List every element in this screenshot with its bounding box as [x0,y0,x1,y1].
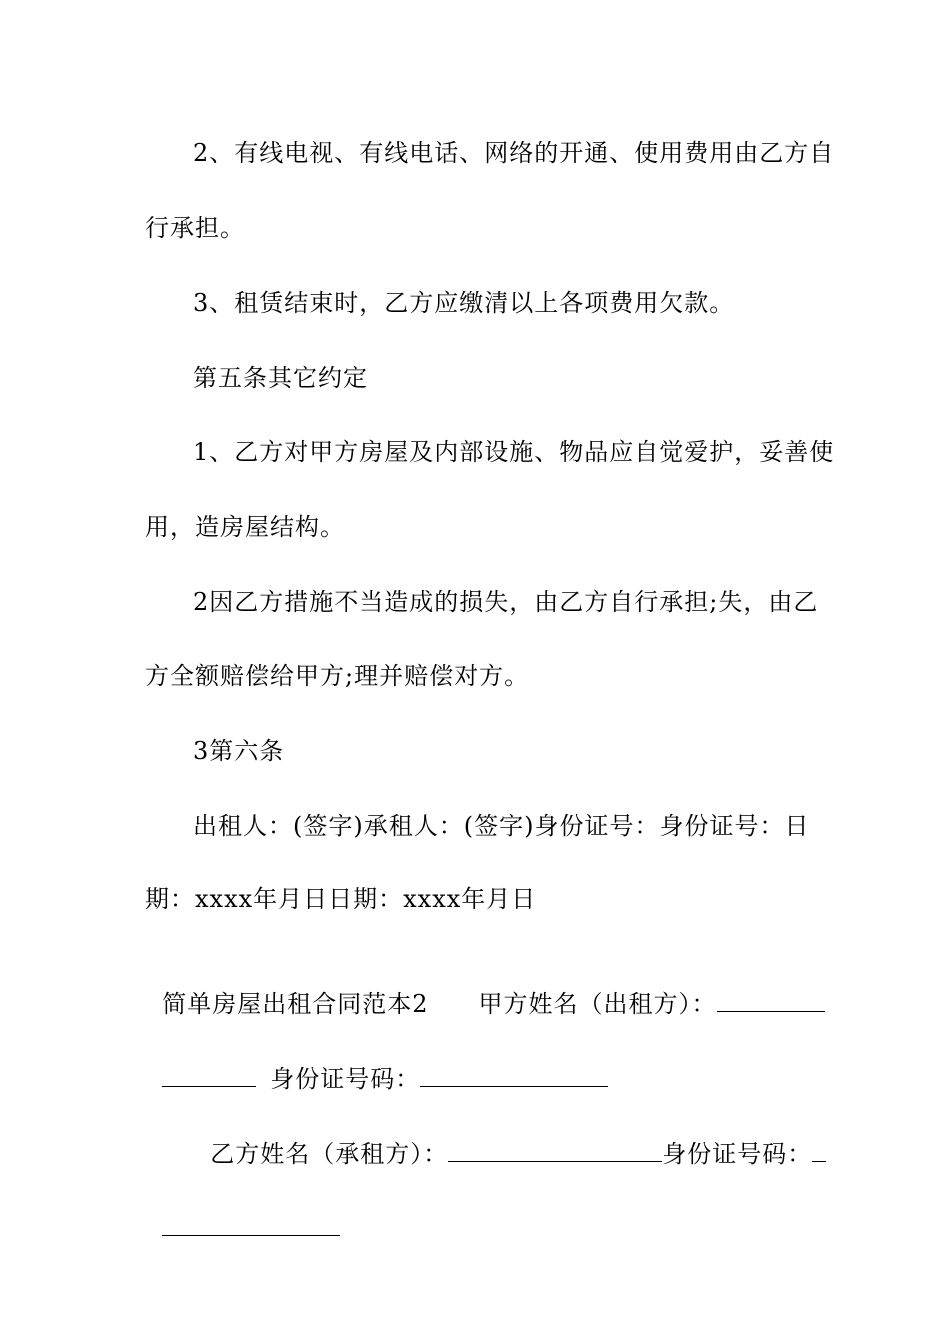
contract-title-row [145,959,825,1019]
party-b-id-row [145,1183,340,1243]
section-heading: 3第六条 [193,737,285,765]
date-line: 期：xxxx年月日日期：xxxx年月日 [145,885,537,913]
party-a-name-blank[interactable] [717,989,825,1012]
paragraph-line: 用，造房屋结构。 [145,513,345,541]
party-b-name-blank[interactable] [448,1139,662,1162]
paragraph-line: 2、有线电视、有线电话、网络的开通、使用费用由乙方自 [193,139,835,167]
party-a-name-blank-cont[interactable] [162,1064,256,1087]
party-b-name-label: 乙方姓名（承租方）： [210,1140,449,1168]
party-b-id-label: 身份证号码： [662,1140,813,1168]
signature-line: 出租人：(签字)承租人：(签字)身份证号：身份证号：日 [193,812,810,840]
party-b-id-blank-cont[interactable] [162,1213,340,1236]
paragraph-line: 2因乙方措施不当造成的损失，由乙方自行承担;失，由乙 [193,588,819,616]
contract-title: 简单房屋出租合同范本2 [162,990,429,1018]
party-a-id-blank[interactable] [420,1064,608,1087]
party-a-name-label: 甲方姓名（出租方）： [478,990,717,1018]
paragraph-line: 3、租赁结束时，乙方应缴清以上各项费用欠款。 [193,289,735,317]
paragraph-line: 方全额赔偿给甲方;理并赔偿对方。 [145,662,530,690]
party-b-id-blank[interactable] [812,1139,826,1162]
party-a-id-row [145,1034,608,1094]
party-b-row [193,1109,826,1169]
party-a-id-label: 身份证号码： [270,1065,421,1093]
section-heading: 第五条其它约定 [193,364,368,392]
paragraph-line: 行承担。 [145,214,245,242]
paragraph-line: 1、乙方对甲方房屋及内部设施、物品应自觉爱护，妥善使 [193,438,835,466]
